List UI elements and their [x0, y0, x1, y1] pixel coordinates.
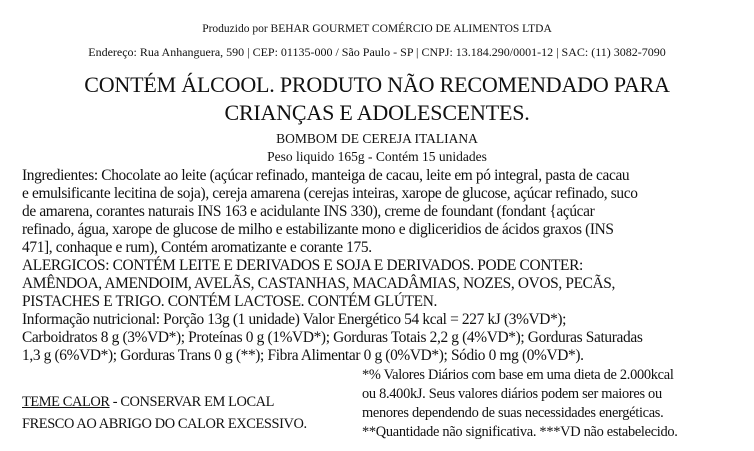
footnote-line: menores dependendo de suas necessidades energéticas.: [362, 405, 664, 421]
allergens-line: ALERGICOS: CONTÉM LEITE E DERIVADOS E SOJA E DERIVADOS. PODE CONTER:: [22, 257, 583, 274]
product-weight: Peso liquido 165g - Contém 15 unidades: [267, 149, 487, 164]
address-line: Endereço: Rua Anhanguera, 590 | CEP: 01135-000 / São Paulo - SP | CNPJ: 13.184.290/0001-12 | SAC: (11) 3082-7090: [88, 45, 666, 59]
storage-heading: TEME CALOR: [22, 394, 110, 410]
footnote-line: *% Valores Diários com base em uma dieta de 2.000kcal: [362, 367, 674, 383]
allergens-line: PISTACHES E TRIGO. CONTÉM LACTOSE. CONTÉM GLÚTEN.: [22, 293, 437, 310]
product-name: BOMBOM DE CEREJA ITALIANA: [276, 131, 478, 146]
nutrition-line: Informação nutricional: Porção 13g (1 unidade) Valor Energético 54 kcal = 227 kJ (3%VD*);: [22, 311, 567, 328]
storage-text: - CONSERVAR EM LOCAL: [109, 394, 275, 410]
producer-line: Produzido por BEHAR GOURMET COMÉRCIO DE ALIMENTOS LTDA: [202, 23, 552, 35]
nutrition-line: 1,3 g (6%VD*); Gorduras Trans 0 g (**); Fibra Alimentar 0 g (0%VD*); Sódio 0 mg (0%VD*).: [22, 347, 584, 364]
alcohol-warning-line-2: CRIANÇAS E ADOLESCENTES.: [224, 100, 530, 125]
storage-line-2: FRESCO AO ABRIGO DO CALOR EXCESSIVO.: [22, 416, 307, 432]
storage-line-1: [22, 395, 274, 409]
footnote-line: **Quantidade não significativa. ***VD não estabelecido.: [362, 424, 678, 440]
ingredients-line: de amarena, corantes naturais INS 163 e acidulante INS 330), creme de foundant (fondant {açúcar: [22, 203, 595, 220]
alcohol-warning-line-1: CONTÉM ÁLCOOL. PRODUTO NÃO RECOMENDADO PARA: [84, 72, 670, 97]
nutrition-line: Carboidratos 8 g (3%VD*); Proteínas 0 g (1%VD*); Gorduras Totais 2,2 g (4%VD*); Gorduras Saturadas: [22, 329, 643, 346]
allergens-line: AMÊNDOA, AMENDOIM, AVELÃS, CASTANHAS, MACADÂMIAS, NOZES, OVOS, PECÃS,: [22, 275, 616, 292]
ingredients-line: Ingredientes: Chocolate ao leite (açúcar refinado, manteiga de cacau, leite em pó integral, pasta de cacau: [22, 167, 630, 184]
ingredients-line: e emulsificante lecitina de soja), cereja amarena (cerejas inteiras, xarope de glucose, açúcar refinado, suco: [22, 185, 638, 202]
ingredients-line: refinado, água, xarope de glucose de milho e estabilizante mono e digliceridios de ácidos graxos (INS: [22, 221, 614, 238]
ingredients-line: 471], conhaque e rum), Contém aromatizante e corante 175.: [22, 239, 372, 256]
footnote-line: ou 8.400kJ. Seus valores diários podem ser maiores ou: [362, 386, 662, 402]
